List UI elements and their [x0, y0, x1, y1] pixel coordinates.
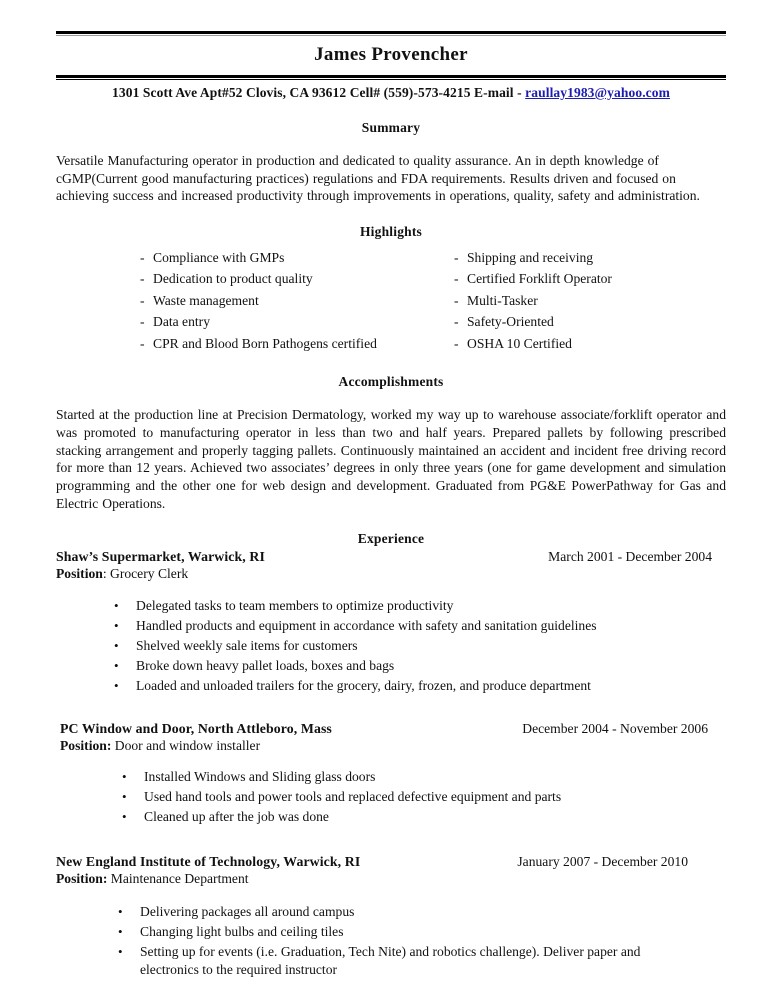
- highlight-item: [140, 268, 391, 289]
- highlight-dash-marker: -: [454, 314, 459, 330]
- email-link[interactable]: raullay1983@yahoo.com: [525, 85, 670, 100]
- job-position-value: Door and window installer: [111, 738, 261, 754]
- job-bullet-item: [56, 657, 726, 677]
- job-position-label: Position:: [56, 870, 108, 886]
- bullet-dot-icon: •: [122, 769, 127, 785]
- bullet-dot-icon: •: [118, 903, 123, 919]
- experience-job-list: [56, 549, 726, 980]
- job-organization: Shaw’s Supermarket, Warwick, RI: [56, 549, 265, 565]
- bullet-text: Used hand tools and power tools and replaced defective equipment and parts: [144, 789, 562, 805]
- highlight-item-label: OSHA 10 Certified: [467, 335, 572, 351]
- highlight-item-label: CPR and Blood Born Pathogens certified: [153, 335, 377, 351]
- bullet-text: Delegated tasks to team members to optimize productivity: [136, 598, 454, 614]
- job-header-row: [56, 549, 726, 565]
- section-title-summary: Summary: [361, 120, 421, 135]
- highlight-item-label: Multi-Tasker: [467, 292, 538, 308]
- highlight-item: [454, 268, 726, 289]
- highlights-column-right: [391, 247, 726, 354]
- bullet-dot-icon: •: [114, 638, 119, 654]
- job-position-value: Grocery Clerk: [106, 566, 189, 582]
- highlight-dash-marker: -: [140, 314, 145, 330]
- candidate-name: James Provencher: [314, 44, 468, 65]
- section-title-highlights: Highlights: [359, 224, 423, 240]
- highlight-item: [140, 247, 391, 268]
- bullet-text: Installed Windows and Sliding glass doors: [144, 769, 376, 785]
- highlight-dash-marker: -: [140, 292, 145, 308]
- highlight-item-label: Shipping and receiving: [467, 250, 594, 266]
- summary-text: Versatile Manufacturing operator in production and dedicated to quality assurance. An in depth knowledge of cGMP(Current good manufacturing practices) regulations and FDA requirements. Results driven and focused on achieving success and increased productivity through improvements in operations, quality, safety and administration.: [56, 153, 700, 204]
- job-entry: [56, 549, 726, 697]
- bullet-dot-icon: •: [114, 598, 119, 614]
- job-organization: New England Institute of Technology, Warwick, RI: [56, 853, 361, 869]
- highlights-columns: [56, 247, 726, 354]
- highlight-item-label: Data entry: [153, 314, 210, 330]
- bullet-dot-icon: •: [114, 658, 119, 674]
- highlight-item: [140, 290, 391, 311]
- highlight-item: [454, 311, 726, 332]
- highlight-item: [454, 247, 726, 268]
- section-title-experience: Experience: [357, 531, 425, 547]
- bullet-dot-icon: •: [122, 808, 127, 824]
- job-dates: December 2004 - November 2006: [522, 721, 708, 737]
- highlight-item: [454, 333, 726, 354]
- job-bullet-item: [56, 597, 726, 617]
- bullet-dot-icon: •: [114, 618, 119, 634]
- job-position-label: Position:: [60, 738, 112, 754]
- job-bullet-item: [56, 903, 726, 923]
- job-organization: PC Window and Door, North Attleboro, Mass: [60, 721, 332, 737]
- job-bullet-item: [60, 768, 726, 788]
- job-bullet-list: [56, 903, 726, 981]
- bullet-text: Loaded and unloaded trailers for the grocery, dairy, frozen, and produce department: [136, 678, 591, 694]
- section-title-accomplishments: Accomplishments: [338, 374, 444, 390]
- job-bullet-item: [56, 943, 726, 981]
- bullet-text: Delivering packages all around campus: [140, 903, 355, 919]
- job-bullet-list: [60, 768, 726, 828]
- job-position-row: [56, 871, 726, 887]
- job-position-row: [60, 738, 726, 754]
- highlight-item-label: Certified Forklift Operator: [467, 271, 612, 287]
- bullet-dot-icon: •: [118, 923, 123, 939]
- bullet-text: Setting up for events (i.e. Graduation, Tech Nite) and robotics challenge). Deliver paper and electronics to the required instructor: [140, 943, 641, 977]
- job-header-row: [60, 721, 726, 737]
- highlight-dash-marker: -: [454, 292, 459, 308]
- bullet-text: Broke down heavy pallet loads, boxes and bags: [136, 658, 395, 674]
- job-entry: [56, 721, 726, 828]
- highlight-dash-marker: -: [140, 250, 145, 266]
- contact-address-phone: 1301 Scott Ave Apt#52 Clovis, CA 93612 Cell# (559)-573-4215 E-mail -: [112, 85, 526, 100]
- job-dates: March 2001 - December 2004: [548, 549, 712, 565]
- highlight-item-label: Waste management: [153, 292, 259, 308]
- bullet-dot-icon: •: [122, 789, 127, 805]
- job-position-row: [56, 566, 726, 582]
- bullet-dot-icon: •: [114, 678, 119, 694]
- highlight-item: [454, 290, 726, 311]
- resume-body: [56, 0, 726, 981]
- job-bullet-item: [56, 637, 726, 657]
- bullet-text: Cleaned up after the job was done: [144, 808, 329, 824]
- job-bullet-item: [60, 808, 726, 828]
- highlight-item-label: Compliance with GMPs: [153, 250, 285, 266]
- bullet-text: Handled products and equipment in accordance with safety and sanitation guidelines: [136, 618, 597, 634]
- bullet-text: Changing light bulbs and ceiling tiles: [140, 923, 344, 939]
- highlight-dash-marker: -: [454, 335, 459, 351]
- job-bullet-item: [56, 677, 726, 697]
- job-bullet-item: [56, 617, 726, 637]
- highlight-item-label: Safety-Oriented: [467, 314, 554, 330]
- contact-line: [56, 80, 726, 101]
- highlights-column-left: [56, 247, 391, 354]
- job-bullet-item: [60, 788, 726, 808]
- job-bullet-list: [56, 597, 726, 697]
- accomplishments-text: Started at the production line at Precision Dermatology, worked my way up to warehouse associate/forklift operator and was promoted to manufacturing operator in less than two and half years. Prepared pallets by following prescribed stacking arrangement and properly tagging pallets. Continuously maintained an accident and incident free driving record for more than 12 years. Achieved two associates’ degrees in only three years (one for game development and simulation programming and the other one for web design and development. Graduated from PG&E PowerPathway for Gas and Electric Operations.: [56, 407, 726, 511]
- job-position-value: Maintenance Department: [107, 870, 249, 886]
- highlight-dash-marker: -: [140, 335, 145, 351]
- job-bullet-item: [56, 923, 726, 943]
- highlight-dash-marker: -: [454, 271, 459, 287]
- highlight-item-label: Dedication to product quality: [153, 271, 313, 287]
- job-dates: January 2007 - December 2010: [517, 853, 688, 869]
- job-position-label: Position: [56, 566, 103, 582]
- bullet-text: Shelved weekly sale items for customers: [136, 638, 358, 654]
- job-position-separator: :: [102, 566, 107, 582]
- highlight-dash-marker: -: [140, 271, 145, 287]
- job-entry: [56, 854, 726, 981]
- highlight-dash-marker: -: [454, 250, 459, 266]
- highlight-item: [140, 311, 391, 332]
- highlight-item: [140, 333, 391, 354]
- bullet-dot-icon: •: [118, 943, 123, 959]
- job-header-row: [56, 854, 726, 870]
